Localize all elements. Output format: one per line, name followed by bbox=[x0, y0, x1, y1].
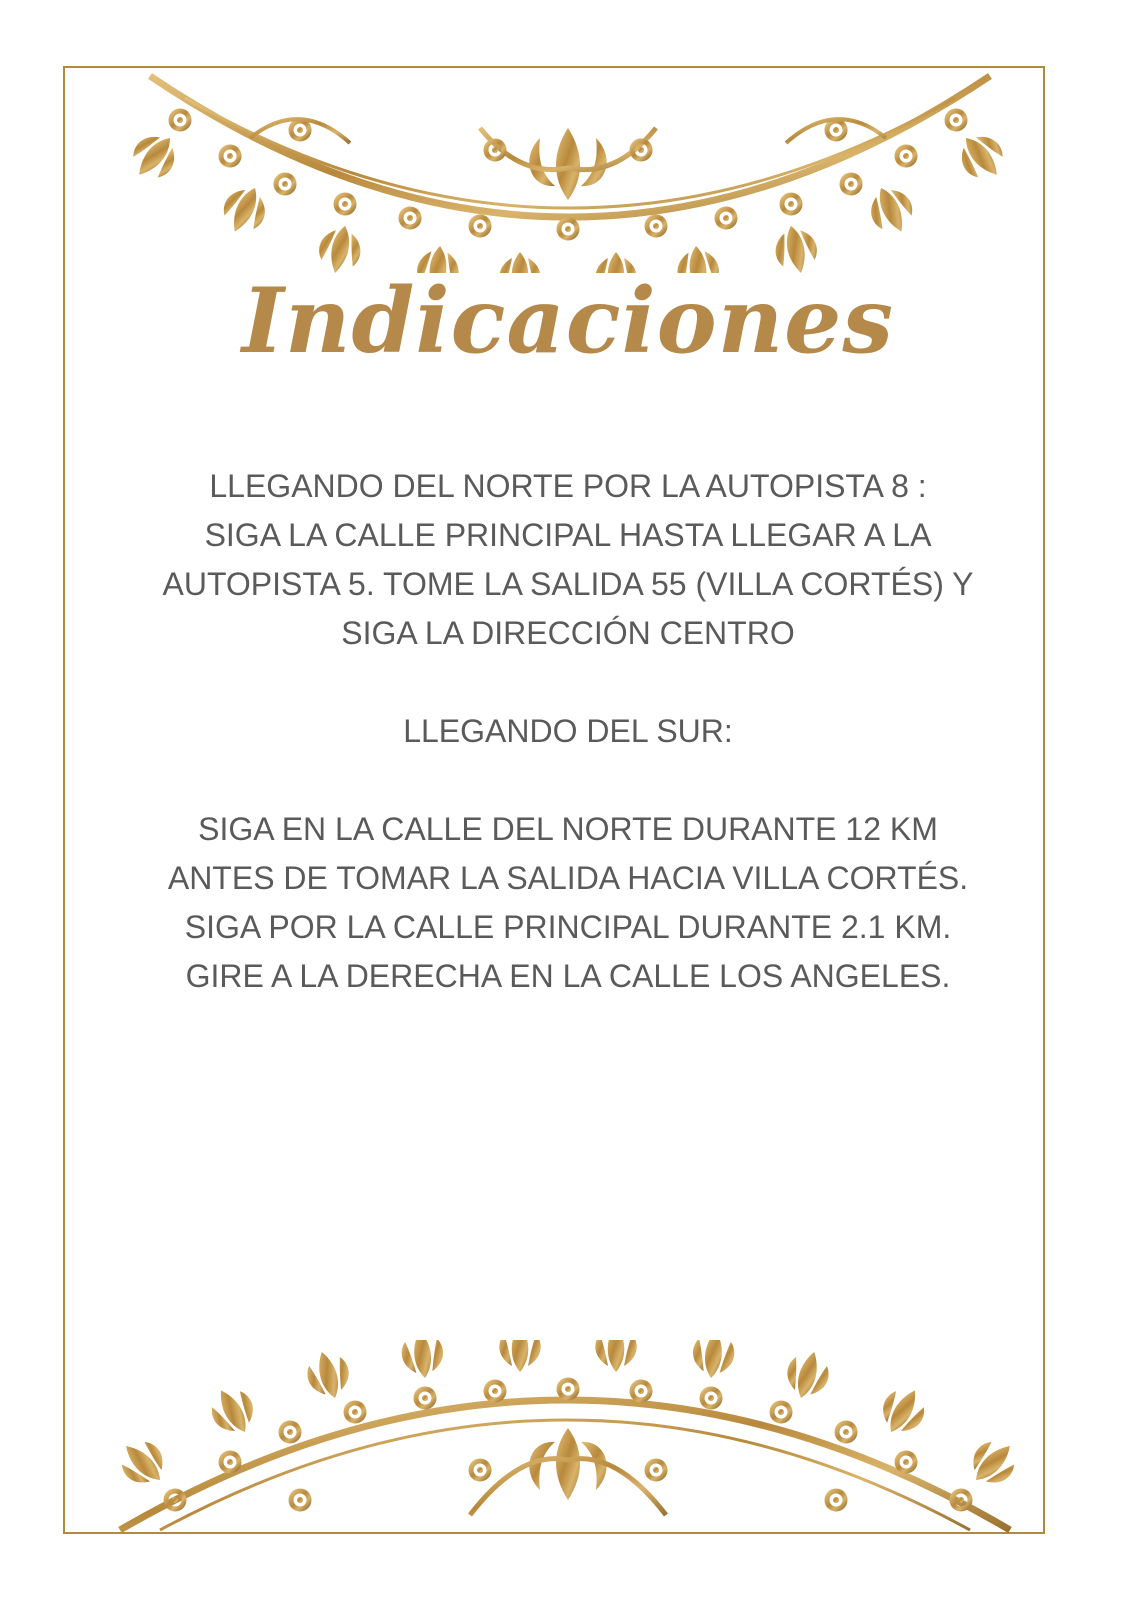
south-line: ANTES DE TOMAR LA SALIDA HACIA VILLA CORTÉS. bbox=[167, 860, 969, 896]
spacer bbox=[130, 658, 1006, 707]
south-heading: LLEGANDO DEL SUR: bbox=[403, 713, 733, 749]
page-title: Indicaciones bbox=[241, 268, 895, 374]
south-line: SIGA EN LA CALLE DEL NORTE DURANTE 12 KM bbox=[198, 811, 938, 847]
directions-block bbox=[130, 462, 1006, 1001]
north-line: SIGA LA DIRECCIÓN CENTRO bbox=[341, 615, 795, 651]
spacer bbox=[130, 756, 1006, 805]
bottom-gold-ornament bbox=[0, 1340, 1136, 1540]
north-line: AUTOPISTA 5. TOME LA SALIDA 55 (VILLA CORTÉS) Y bbox=[162, 566, 974, 602]
south-line: SIGA POR LA CALLE PRINCIPAL DURANTE 2.1 KM. bbox=[184, 909, 952, 945]
north-heading: LLEGANDO DEL NORTE POR LA AUTOPISTA 8 : bbox=[209, 468, 927, 504]
south-line: GIRE A LA DERECHA EN LA CALLE LOS ANGELES. bbox=[185, 958, 951, 994]
top-gold-ornament bbox=[0, 58, 1136, 273]
north-line: SIGA LA CALLE PRINCIPAL HASTA LLEGAR A LA bbox=[204, 517, 932, 553]
